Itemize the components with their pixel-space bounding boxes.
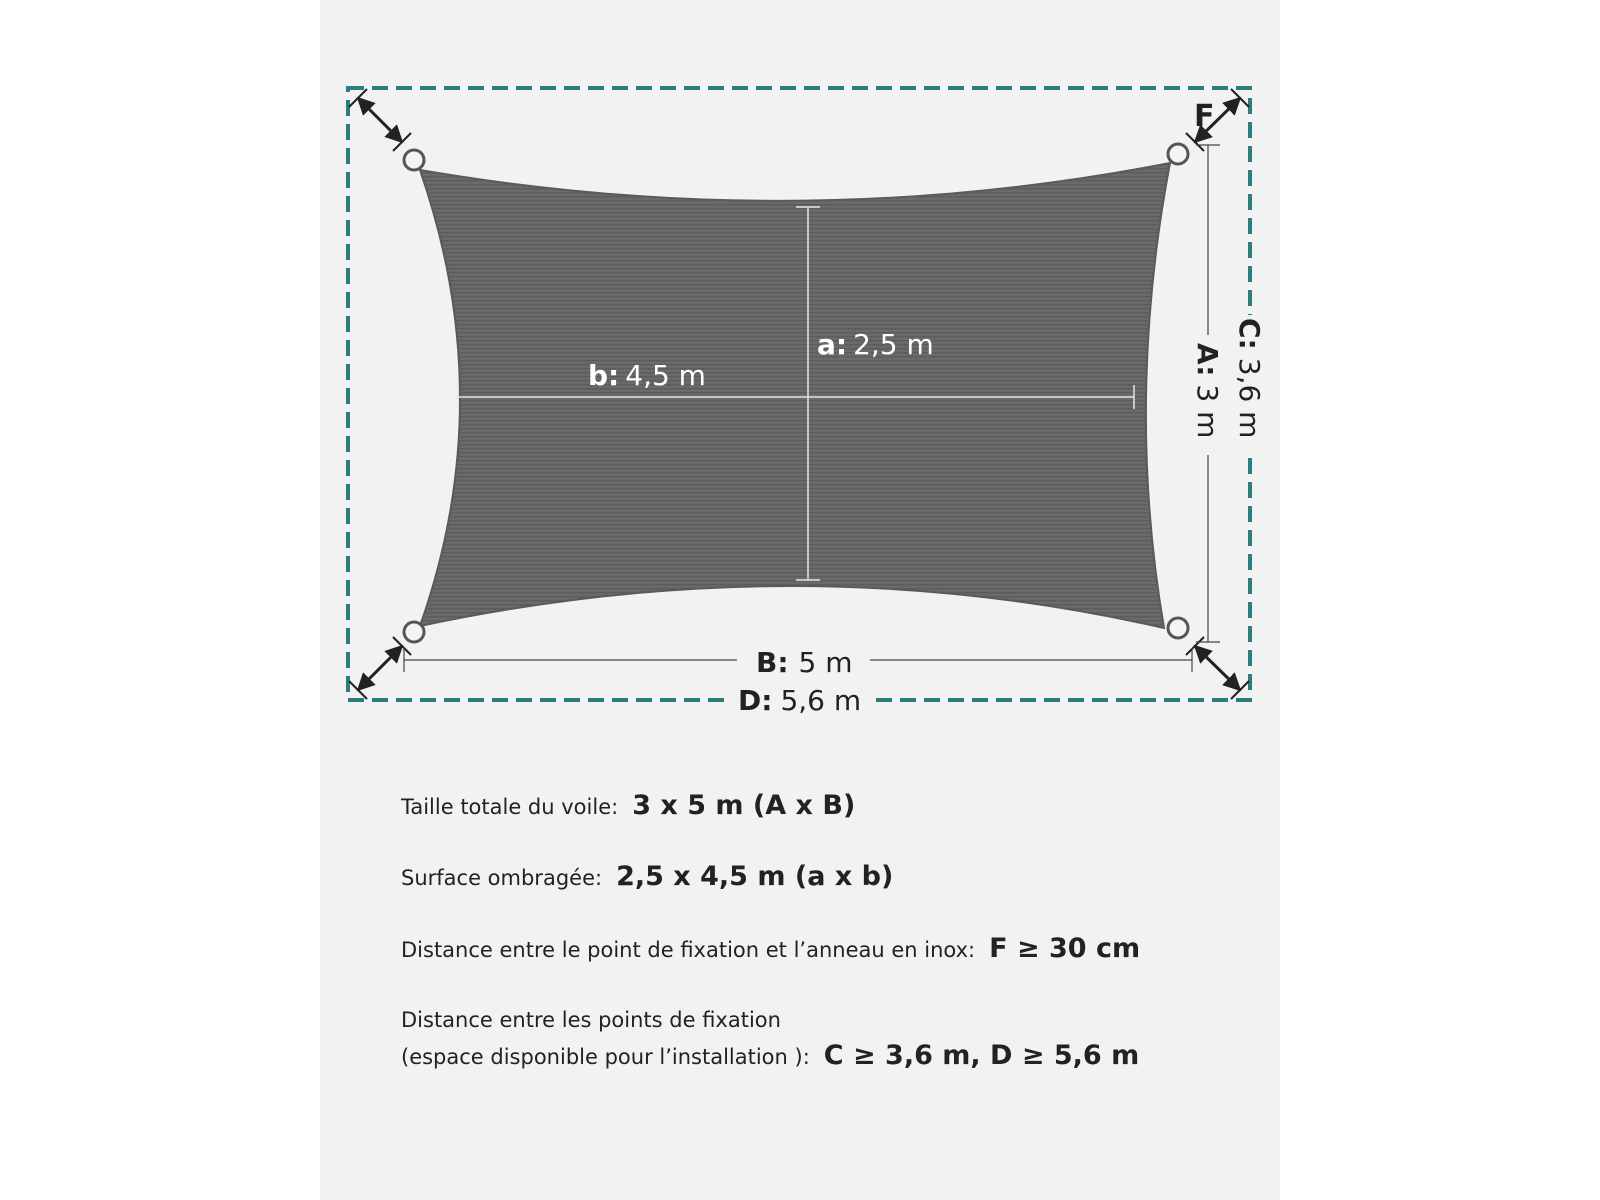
shade-sail xyxy=(420,163,1170,628)
label-C: C:3,6 m xyxy=(1233,318,1266,439)
label-A: A:3 m xyxy=(1191,343,1224,439)
label-F: F xyxy=(1194,99,1215,134)
label-b: b: 4,5 m xyxy=(588,359,706,392)
spec-total-size: Taille totale du voile: 3 x 5 m (A x B) xyxy=(401,790,856,821)
spec-ring-distance: Distance entre le point de fixation et l’anneau en inox: F ≥ 30 cm xyxy=(401,933,1141,964)
f-arrow-bottom-right xyxy=(1195,646,1240,690)
label-D: D: 5,6 m xyxy=(738,684,862,717)
label-a: a: 2,5 m xyxy=(817,328,934,361)
spec-fixation-points-line1: Distance entre les points de fixation xyxy=(401,1008,781,1032)
spec-fixation-points-line2: (espace disponible pour l’installation ): C ≥ 3,6 m, D ≥ 5,6 m xyxy=(401,1040,1140,1071)
ring-top-right xyxy=(1168,144,1188,164)
label-B: B: 5 m xyxy=(756,646,853,679)
spec-shade-surface: Surface ombragée: 2,5 x 4,5 m (a x b) xyxy=(401,861,894,892)
f-arrow-top-left xyxy=(358,98,402,142)
ring-bottom-left xyxy=(404,622,424,642)
ring-bottom-right xyxy=(1168,618,1188,638)
f-arrow-bottom-left xyxy=(358,646,402,690)
ring-top-left xyxy=(404,150,424,170)
